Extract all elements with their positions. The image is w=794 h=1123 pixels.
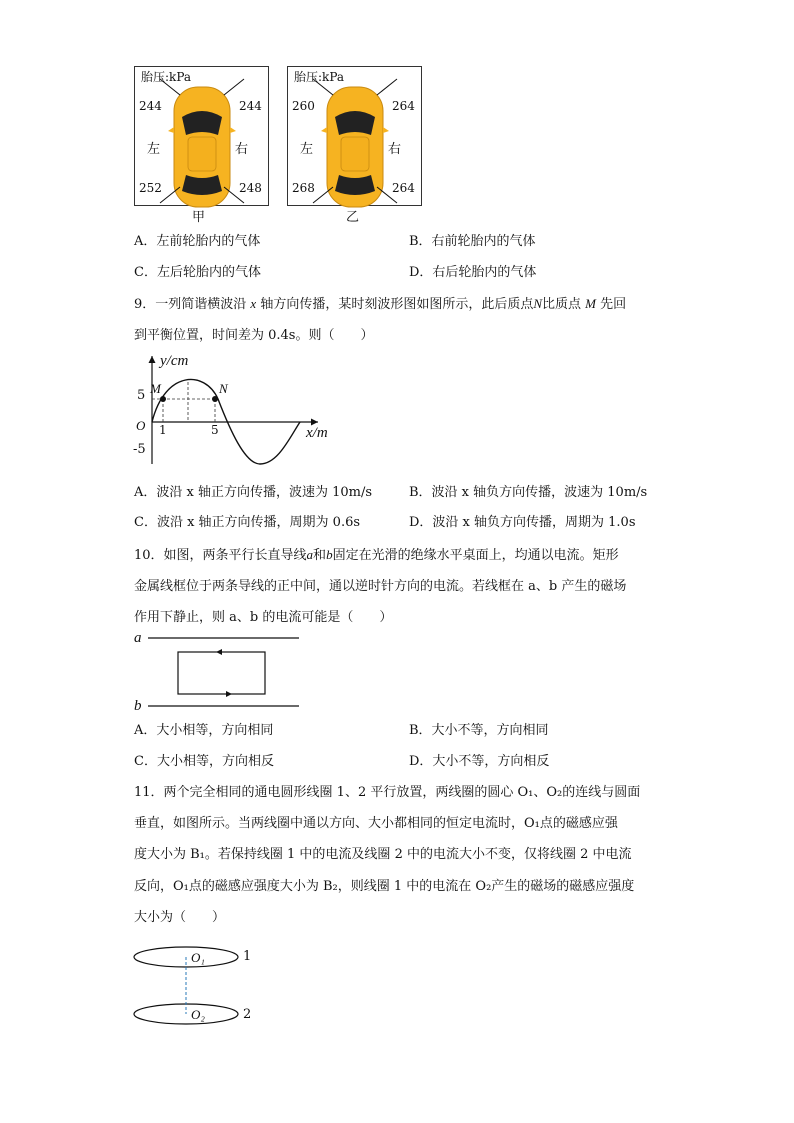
front-right-pressure: 264 <box>392 99 415 113</box>
y-tick-neg5: -5 <box>133 442 146 457</box>
q10-stem-line1: 10．如图，两条平行长直导线a和b固定在光滑的绝缘水平桌面上，均通以电流。矩形 <box>134 547 619 563</box>
q9-option-a[interactable]: A．波沿 x 轴正方向传播，波速为 10m/s <box>134 485 373 500</box>
coil-1-label: 1 <box>243 949 252 964</box>
q8-option-c[interactable]: C．左后轮胎内的气体 <box>134 265 261 280</box>
origin-label: O <box>136 418 146 433</box>
y-tick-5: 5 <box>137 388 146 403</box>
q11-stem-line3: 度大小为 B₁。若保持线圈 1 中的电流及线圈 2 中的电流大小不变，仅将线圈 2 中电流 <box>134 847 632 862</box>
figure-caption-yi: 乙 <box>346 210 360 225</box>
coil-1-center-label: O₁ <box>191 950 205 965</box>
rear-left-pressure: 252 <box>139 181 162 195</box>
q11-stem-line5: 大小为（ ） <box>134 910 226 925</box>
wire-b-label: b <box>134 698 142 714</box>
tire-pressure-figure-yi <box>287 66 422 206</box>
front-left-pressure: 244 <box>139 99 162 113</box>
q10-option-a[interactable]: A．大小相等，方向相同 <box>134 723 274 738</box>
x-tick-5: 5 <box>211 423 219 437</box>
front-left-pressure: 260 <box>292 99 315 113</box>
left-side-label: 左 <box>147 142 161 157</box>
wire-loop-diagram <box>134 632 314 712</box>
coil-2-center-label: O₂ <box>191 1007 205 1022</box>
x-tick-1: 1 <box>159 423 167 437</box>
q10-stem-line3: 作用下静止，则 a、b 的电流可能是（ ） <box>134 610 393 625</box>
y-axis-label: y/cm <box>160 353 189 369</box>
q10-option-d[interactable]: D．大小不等，方向相反 <box>409 754 550 769</box>
wave-graph <box>130 352 350 472</box>
coil-2-label: 2 <box>243 1007 252 1022</box>
point-n-label: N <box>219 381 228 396</box>
q8-option-a[interactable]: A．左前轮胎内的气体 <box>134 234 261 249</box>
rectangular-loop <box>178 652 265 694</box>
rear-left-pressure: 268 <box>292 181 315 195</box>
right-side-label: 右 <box>235 142 249 157</box>
tire-pressure-header: 胎压:kPa <box>141 70 192 84</box>
front-right-pressure: 244 <box>239 99 262 113</box>
rear-right-pressure: 248 <box>239 181 262 195</box>
figure-caption-jia: 甲 <box>192 210 206 225</box>
q9-option-c[interactable]: C．波沿 x 轴正方向传播，周期为 0.6s <box>134 515 361 530</box>
q9-stem-line2: 到平衡位置，时间差为 0.4s。则（ ） <box>134 328 374 343</box>
q11-stem-line4: 反向，O₁点的磁感应强度大小为 B₂，则线圈 1 中的电流在 O₂产生的磁场的磁感应强度 <box>134 879 635 894</box>
q11-stem-line2: 垂直，如图所示。当两线圈中通以方向、大小都相同的恒定电流时，O₁点的磁感应强 <box>134 816 618 831</box>
q10-stem-line2: 金属线框位于两条导线的正中间，通以逆时针方向的电流。若线框在 a、b 产生的磁场 <box>134 579 627 594</box>
rear-right-pressure: 264 <box>392 181 415 195</box>
q8-option-d[interactable]: D．右后轮胎内的气体 <box>409 265 537 280</box>
q11-stem-line1: 11．两个完全相同的通电圆形线圈 1、2 平行放置，两线圈的圆心 O₁、O₂的连线与圆面 <box>134 785 641 800</box>
point-m-label: M <box>150 381 161 396</box>
tire-pressure-figure-jia <box>134 66 269 206</box>
q10-option-b[interactable]: B．大小不等，方向相同 <box>409 723 549 738</box>
q8-option-b[interactable]: B．右前轮胎内的气体 <box>409 234 536 249</box>
tire-pressure-header: 胎压:kPa <box>294 70 345 84</box>
q9-stem-line1: 9．一列简谐横波沿 x 轴方向传播，某时刻波形图如图所示，此后质点N比质点 M 先回 <box>134 296 627 312</box>
right-side-label: 右 <box>388 142 402 157</box>
q9-option-d[interactable]: D．波沿 x 轴负方向传播，周期为 1.0s <box>409 515 636 530</box>
point-m-dot <box>160 396 166 402</box>
wire-a-label: a <box>134 630 142 646</box>
left-side-label: 左 <box>300 142 314 157</box>
q10-option-c[interactable]: C．大小相等，方向相反 <box>134 754 274 769</box>
x-axis-label: x/m <box>306 425 328 441</box>
q9-option-b[interactable]: B．波沿 x 轴负方向传播，波速为 10m/s <box>409 485 648 500</box>
point-n-dot <box>212 396 218 402</box>
